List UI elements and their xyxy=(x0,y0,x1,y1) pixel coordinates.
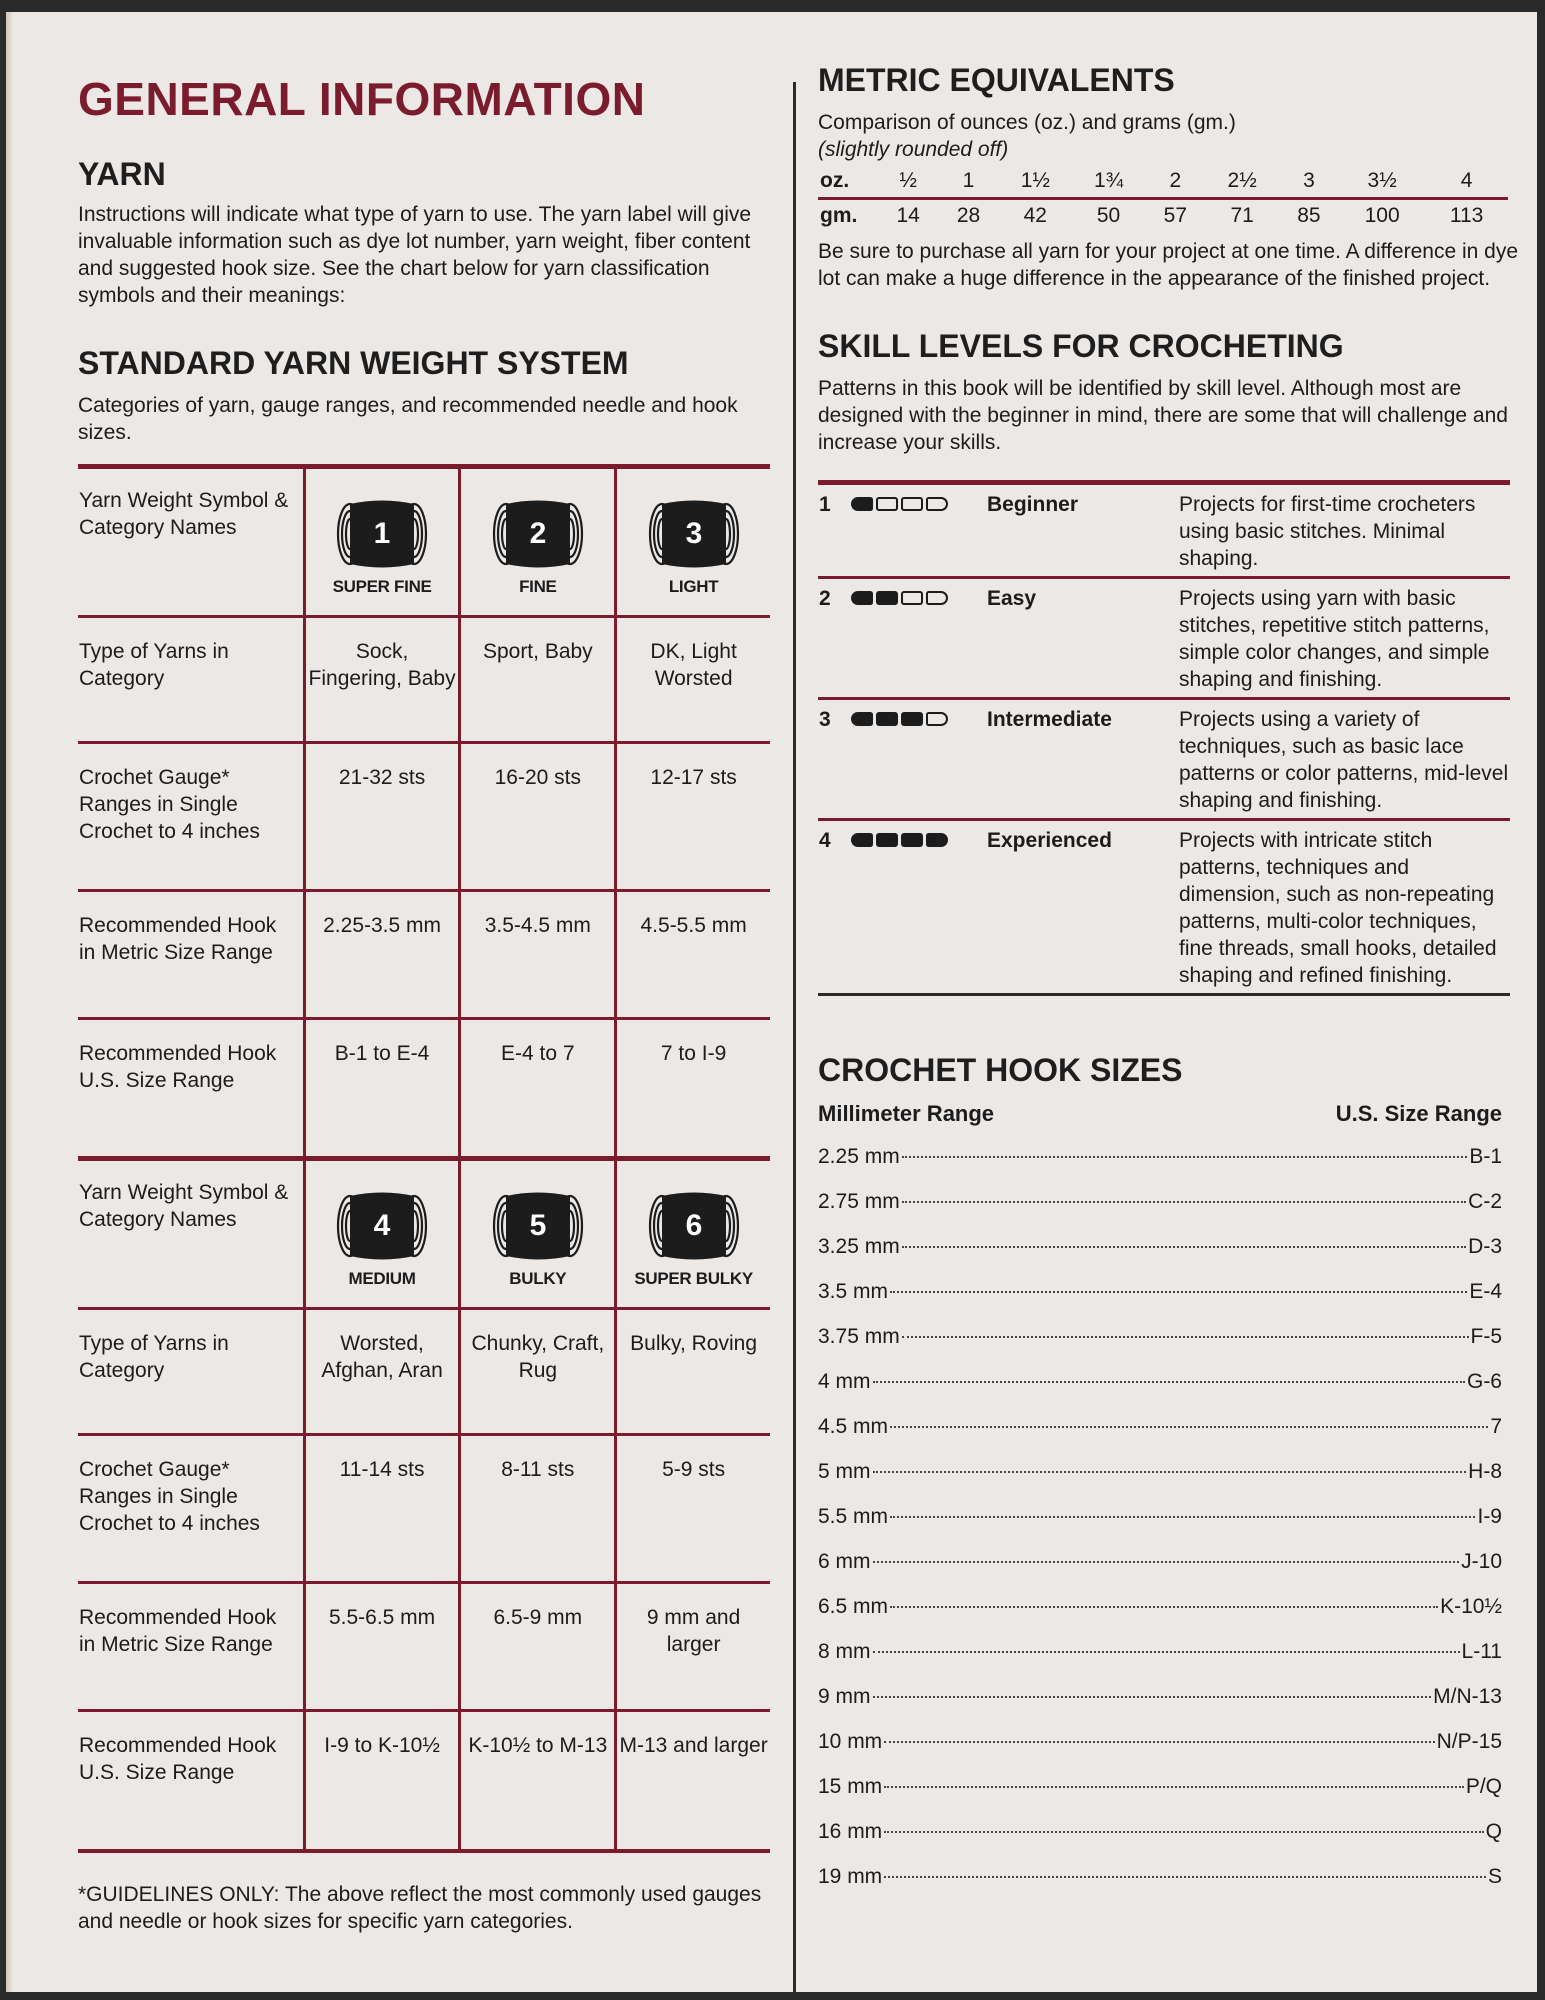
skill-bar-segment xyxy=(926,497,948,511)
hook-mm: 5.5 mm xyxy=(818,1505,889,1528)
column-divider xyxy=(793,82,796,1992)
yarn-cell xyxy=(304,467,460,617)
dot-leader xyxy=(902,1156,1468,1158)
skill-bar-segment xyxy=(901,712,923,726)
hook-us: I-9 xyxy=(1477,1505,1502,1528)
hook-us: J-10 xyxy=(1461,1550,1502,1573)
yarn-cell: 7 to I-9 xyxy=(616,1019,770,1159)
skill-bar-segment xyxy=(851,591,873,605)
row-label: Crochet Gauge* Ranges in Single Crochet to 4 inches xyxy=(78,743,304,891)
metric-subtitle-note: (slightly rounded off) xyxy=(818,138,1009,161)
yarn-skein-icon xyxy=(488,1187,588,1265)
dot-leader xyxy=(902,1336,1469,1338)
skill-level-number: 1 xyxy=(818,483,850,578)
skill-level-row xyxy=(818,820,1510,995)
yarn-cell: 21-32 sts xyxy=(304,743,460,891)
dot-leader xyxy=(890,1606,1438,1608)
hook-mm: 4 mm xyxy=(818,1370,871,1393)
yarn-category-name: SUPER FINE xyxy=(332,577,432,596)
hook-us: E-4 xyxy=(1469,1280,1502,1303)
hook-size-row xyxy=(818,1415,1502,1460)
weight-system-heading: STANDARD YARN WEIGHT SYSTEM xyxy=(78,345,629,381)
hook-mm: 9 mm xyxy=(818,1685,871,1708)
yarn-cell: I-9 to K-10½ xyxy=(304,1711,460,1851)
skill-bar-icon xyxy=(851,591,985,605)
yarn-category-name: SUPER BULKY xyxy=(634,1269,753,1288)
yarn-row-type xyxy=(78,1309,770,1435)
hook-size-row xyxy=(818,1505,1502,1550)
yarn-cell: 16-20 sts xyxy=(460,743,616,891)
metric-subtitle: Comparison of ounces (oz.) and grams (gm.) xyxy=(818,111,1236,134)
yarn-weight-number: 5 xyxy=(529,1209,547,1242)
yarn-weight-number: 6 xyxy=(685,1209,702,1242)
grams-row xyxy=(818,199,1508,233)
dot-leader xyxy=(873,1696,1432,1698)
ounces-label: oz. xyxy=(818,165,878,199)
dot-leader xyxy=(873,1471,1467,1473)
hook-size-row xyxy=(818,1145,1502,1190)
hook-mm: 16 mm xyxy=(818,1820,883,1843)
row-label: Recommended Hook in Metric Size Range xyxy=(78,1583,304,1711)
hook-us: P/Q xyxy=(1465,1775,1502,1798)
hook-mm: 3.75 mm xyxy=(818,1325,900,1348)
gram-value: 100 xyxy=(1364,204,1400,227)
skill-level-name: Easy xyxy=(986,578,1178,699)
skill-level-number: 4 xyxy=(818,820,850,995)
skill-level-description: Projects for first-time crocheters using basic stitches. Minimal shaping. xyxy=(1178,483,1510,578)
yarn-cell: 12-17 sts xyxy=(616,743,770,891)
hook-mm: 8 mm xyxy=(818,1640,871,1663)
gram-value: 113 xyxy=(1449,204,1484,227)
hook-mm: 3.25 mm xyxy=(818,1235,900,1258)
hook-mm: 2.25 mm xyxy=(818,1145,900,1168)
yarn-cell xyxy=(460,467,616,617)
hook-size-row xyxy=(818,1820,1502,1865)
yarn-cell: Sock, Fingering, Baby xyxy=(304,617,460,743)
hook-mm: 2.75 mm xyxy=(818,1190,900,1213)
yarn-cell: 4.5-5.5 mm xyxy=(616,891,770,1019)
skill-bar-icon xyxy=(851,833,985,847)
yarn-row-type xyxy=(78,617,770,743)
hook-size-row xyxy=(818,1685,1502,1730)
hook-us: C-2 xyxy=(1468,1190,1502,1213)
guidelines-footnote: *GUIDELINES ONLY: The above reflect the most commonly used gauges and needle or hook sizes for specific yarn categories. xyxy=(78,1882,762,1933)
hook-mm: 6 mm xyxy=(818,1550,871,1573)
ounce-value: 2 xyxy=(1145,165,1205,199)
yarn-weight-symbol xyxy=(488,495,588,573)
hook-us: S xyxy=(1487,1865,1502,1888)
yarn-weight-number: 1 xyxy=(373,517,391,550)
ounce-value: 3 xyxy=(1279,165,1339,199)
yarn-row-symbol xyxy=(78,1159,770,1309)
page xyxy=(6,12,1537,1992)
hook-mm: 5 mm xyxy=(818,1460,871,1483)
hook-size-row xyxy=(818,1550,1502,1595)
skill-level-bars xyxy=(850,820,986,995)
skill-bar-segment xyxy=(901,497,923,511)
dye-lot-note: Be sure to purchase all yarn for your project at one time. A difference in dye lot can make a huge difference in the appearance of the finished project. xyxy=(818,240,1519,290)
hook-size-row xyxy=(818,1235,1502,1280)
skill-level-row xyxy=(818,483,1510,578)
ounce-value: 1 xyxy=(938,165,998,199)
gram-value: 50 xyxy=(1096,204,1121,227)
hook-size-row xyxy=(818,1280,1502,1325)
yarn-row-gauge xyxy=(78,743,770,891)
hook-size-row xyxy=(818,1595,1502,1640)
yarn-cell: Sport, Baby xyxy=(460,617,616,743)
yarn-row-symbol xyxy=(78,467,770,617)
ounces-row xyxy=(818,165,1508,199)
dot-leader xyxy=(873,1561,1460,1563)
yarn-row-metric xyxy=(78,1583,770,1711)
weight-system-subtitle: Categories of yarn, gauge ranges, and recommended needle and hook sizes. xyxy=(78,394,738,444)
left-column xyxy=(78,72,778,1935)
hook-us: N/P-15 xyxy=(1436,1730,1502,1753)
skill-bar-icon xyxy=(851,497,985,511)
hook-us: H-8 xyxy=(1468,1460,1502,1483)
hook-mm: 3.5 mm xyxy=(818,1280,889,1303)
skill-bar-icon xyxy=(851,712,985,726)
skill-level-description: Projects with intricate stitch patterns, techniques and dimension, such as non-repeating patterns, multi-color techniques, fine threads, small hooks, detailed shaping and refined finishing. xyxy=(1178,820,1510,995)
yarn-cell: 5.5-6.5 mm xyxy=(304,1583,460,1711)
yarn-weight-number: 3 xyxy=(685,517,702,550)
skill-level-name: Intermediate xyxy=(986,699,1178,820)
skill-bar-segment xyxy=(876,833,898,847)
page-spine xyxy=(6,12,12,1992)
hook-us: D-3 xyxy=(1468,1235,1502,1258)
yarn-cell: Worsted, Afghan, Aran xyxy=(304,1309,460,1435)
skill-level-name: Experienced xyxy=(986,820,1178,995)
hook-list xyxy=(818,1145,1502,1910)
skill-level-bars xyxy=(850,578,986,699)
skill-level-row xyxy=(818,578,1510,699)
skill-bar-segment xyxy=(876,712,898,726)
hook-col-mm: Millimeter Range xyxy=(818,1101,995,1126)
yarn-skein-icon xyxy=(488,495,588,573)
dot-leader xyxy=(890,1516,1475,1518)
row-label: Recommended Hook U.S. Size Range xyxy=(78,1711,304,1851)
yarn-weight-number: 2 xyxy=(529,517,547,550)
row-label: Type of Yarns in Category xyxy=(78,1309,304,1435)
dot-leader xyxy=(890,1426,1488,1428)
hook-us: B-1 xyxy=(1469,1145,1502,1168)
hook-size-row xyxy=(818,1325,1502,1370)
hook-mm: 19 mm xyxy=(818,1865,883,1888)
hook-mm: 10 mm xyxy=(818,1730,883,1753)
row-label: Yarn Weight Symbol & Category Names xyxy=(78,467,304,617)
hook-heading: CROCHET HOOK SIZES xyxy=(818,1052,1183,1088)
hook-us: 7 xyxy=(1490,1415,1502,1438)
skill-heading: SKILL LEVELS FOR CROCHETING xyxy=(818,328,1344,364)
skill-intro: Patterns in this book will be identified by skill level. Although most are designed with the beginner in mind, there are some that will challenge and increase your skills. xyxy=(818,377,1508,454)
hook-column-headers xyxy=(818,1101,1502,1127)
ounce-value: 1¾ xyxy=(1072,165,1145,199)
yarn-row-metric xyxy=(78,891,770,1019)
gram-value: 42 xyxy=(1023,204,1047,227)
hook-mm: 6.5 mm xyxy=(818,1595,889,1618)
gram-value: 57 xyxy=(1163,204,1187,227)
dot-leader xyxy=(890,1291,1467,1293)
gram-value: 14 xyxy=(896,204,920,227)
hook-size-row xyxy=(818,1190,1502,1235)
yarn-cell: Bulky, Roving xyxy=(616,1309,770,1435)
grams-label: gm. xyxy=(820,204,858,227)
yarn-weight-symbol xyxy=(644,495,744,573)
yarn-weight-symbol xyxy=(644,1187,744,1265)
hook-us: F-5 xyxy=(1470,1325,1502,1348)
hook-size-row xyxy=(818,1640,1502,1685)
dot-leader xyxy=(873,1651,1460,1653)
skill-bar-segment xyxy=(926,591,948,605)
yarn-weight-symbol xyxy=(332,495,432,573)
yarn-cell: 11-14 sts xyxy=(304,1435,460,1583)
yarn-cell xyxy=(616,1159,770,1309)
dot-leader xyxy=(884,1786,1464,1788)
yarn-intro: Instructions will indicate what type of yarn to use. The yarn label will give invaluable information such as dye lot number, yarn weight, fiber content and suggested hook size. See the chart below for yarn classification symbols and their meanings: xyxy=(78,203,752,307)
yarn-row-us xyxy=(78,1711,770,1851)
skill-level-bars xyxy=(850,483,986,578)
hook-us: K-10½ xyxy=(1440,1595,1502,1618)
skill-level-description: Projects using a variety of techniques, such as basic lace patterns or color patterns, mid-level shaping and finishing. xyxy=(1178,699,1510,820)
dot-leader xyxy=(902,1246,1466,1248)
yarn-cell: 6.5-9 mm xyxy=(460,1583,616,1711)
ounce-value: ½ xyxy=(878,165,938,199)
yarn-category-name: BULKY xyxy=(509,1269,567,1288)
yarn-heading: YARN xyxy=(78,156,166,192)
dot-leader xyxy=(873,1381,1465,1383)
yarn-cell: 3.5-4.5 mm xyxy=(460,891,616,1019)
yarn-cell: E-4 to 7 xyxy=(460,1019,616,1159)
dot-leader xyxy=(884,1876,1486,1878)
yarn-weight-symbol xyxy=(488,1187,588,1265)
hook-mm: 4.5 mm xyxy=(818,1415,889,1438)
yarn-cell: DK, Light Worsted xyxy=(616,617,770,743)
yarn-cell: 9 mm and larger xyxy=(616,1583,770,1711)
yarn-cell: Chunky, Craft, Rug xyxy=(460,1309,616,1435)
gram-value: 71 xyxy=(1230,204,1254,227)
yarn-category-name: MEDIUM xyxy=(348,1269,416,1288)
hook-col-us: U.S. Size Range xyxy=(1335,1101,1502,1126)
hook-size-row xyxy=(818,1370,1502,1415)
hook-size-row xyxy=(818,1775,1502,1820)
skill-level-name: Beginner xyxy=(986,483,1178,578)
gram-value: 85 xyxy=(1297,204,1321,227)
skill-table xyxy=(818,480,1510,996)
skill-bar-segment xyxy=(851,833,873,847)
yarn-weight-number: 4 xyxy=(373,1209,391,1242)
hook-us: L-11 xyxy=(1461,1640,1502,1663)
yarn-cell: 5-9 sts xyxy=(616,1435,770,1583)
yarn-cell: 8-11 sts xyxy=(460,1435,616,1583)
ounce-value: 4 xyxy=(1425,165,1508,199)
row-label: Recommended Hook in Metric Size Range xyxy=(78,891,304,1019)
yarn-cell: K-10½ to M-13 xyxy=(460,1711,616,1851)
yarn-cell xyxy=(460,1159,616,1309)
gram-value: 28 xyxy=(956,204,981,227)
skill-bar-segment xyxy=(926,712,948,726)
row-label: Type of Yarns in Category xyxy=(78,617,304,743)
skill-level-description: Projects using yarn with basic stitches, repetitive stitch patterns, simple color changes, and simple shaping and finishing. xyxy=(1178,578,1510,699)
skill-bar-segment xyxy=(901,833,923,847)
yarn-category-name: LIGHT xyxy=(668,577,719,596)
yarn-row-us xyxy=(78,1019,770,1159)
row-label: Crochet Gauge* Ranges in Single Crochet to 4 inches xyxy=(78,1435,304,1583)
yarn-skein-icon xyxy=(644,495,744,573)
row-label: Yarn Weight Symbol & Category Names xyxy=(78,1159,304,1309)
skill-bar-segment xyxy=(901,591,923,605)
yarn-skein-icon xyxy=(332,1187,432,1265)
yarn-category-name: FINE xyxy=(519,577,557,596)
skill-bar-segment xyxy=(851,497,873,511)
hook-size-row xyxy=(818,1730,1502,1775)
dot-leader xyxy=(884,1741,1434,1743)
skill-bar-segment xyxy=(876,497,898,511)
yarn-cell: 2.25-3.5 mm xyxy=(304,891,460,1019)
right-column xyxy=(818,62,1519,1910)
skill-level-number: 3 xyxy=(818,699,850,820)
skill-bar-segment xyxy=(926,833,948,847)
hook-size-row xyxy=(818,1460,1502,1505)
skill-bar-segment xyxy=(851,712,873,726)
hook-us: M/N-13 xyxy=(1433,1685,1502,1708)
yarn-weight-table xyxy=(78,464,770,1853)
ounce-value: 1½ xyxy=(999,165,1072,199)
yarn-cell: M-13 and larger xyxy=(616,1711,770,1851)
yarn-cell xyxy=(304,1159,460,1309)
page-title: GENERAL INFORMATION xyxy=(78,73,646,125)
yarn-cell: B-1 to E-4 xyxy=(304,1019,460,1159)
skill-level-bars xyxy=(850,699,986,820)
skill-bar-segment xyxy=(876,591,898,605)
dot-leader xyxy=(884,1831,1483,1833)
ounce-value: 2½ xyxy=(1206,165,1279,199)
ounce-value: 3½ xyxy=(1339,165,1425,199)
row-label: Recommended Hook U.S. Size Range xyxy=(78,1019,304,1159)
metric-table xyxy=(818,165,1508,232)
hook-us: Q xyxy=(1485,1820,1502,1843)
dot-leader xyxy=(902,1201,1466,1203)
yarn-row-gauge xyxy=(78,1435,770,1583)
hook-mm: 15 mm xyxy=(818,1775,883,1798)
hook-size-row xyxy=(818,1865,1502,1910)
skill-level-number: 2 xyxy=(818,578,850,699)
yarn-cell xyxy=(616,467,770,617)
yarn-skein-icon xyxy=(332,495,432,573)
skill-level-row xyxy=(818,699,1510,820)
yarn-skein-icon xyxy=(644,1187,744,1265)
metric-heading: METRIC EQUIVALENTS xyxy=(818,62,1175,98)
hook-us: G-6 xyxy=(1466,1370,1502,1393)
yarn-weight-symbol xyxy=(332,1187,432,1265)
